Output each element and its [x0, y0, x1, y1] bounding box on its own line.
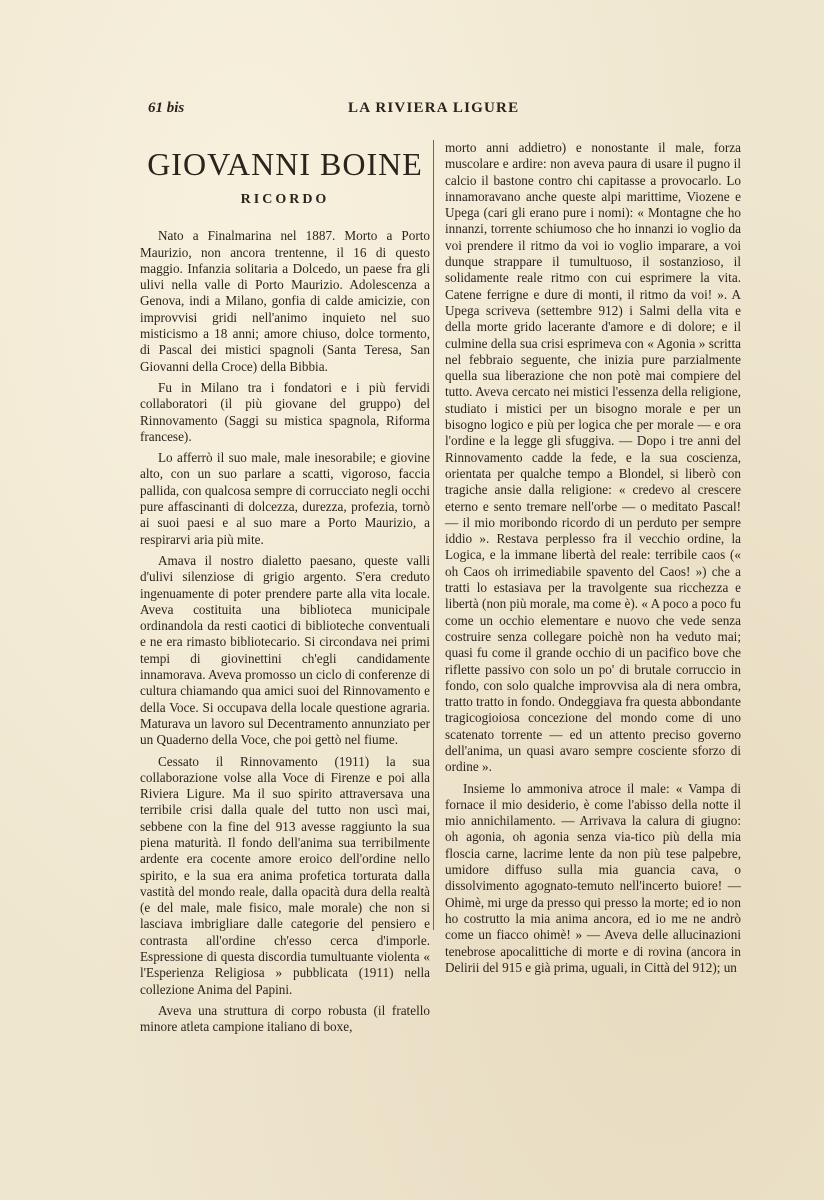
- paragraph: Cessato il Rinnovamento (1911) la sua collaborazione volse alla Voce di Firenze e poi alla Riviera Ligure. Ma il suo spirito attraversava una terribile crisi dalla quale del tutto non uscì mai, sebbene con la fine del 913 avesse raggiunto la sua piena maturità. Il fondo dell'anima sua terribilmente ardente era cocente amore eroico dell'ordine nello spirito, e la sua era anima profetica torturata dalla vastità del mondo reale, dalla opacità dura della realtà (e del male, male fisico, male morale) che non si lasciava imbrigliare dalle categorie del pensiero e contrasta all'ordine ch'esso cerca d'imporle. Espressione di questa discordia tumultuante violenta « l'Esperienza Religiosa » pubblicata (1911) nella collezione Anima del Papini.: [140, 753, 430, 997]
- right-column: [445, 140, 741, 981]
- article-title: GIOVANNI BOINE: [147, 146, 423, 182]
- running-head: [148, 100, 728, 122]
- paragraph: Aveva una struttura di corpo robusta (il fratello minore atleta campione italiano di boxe,: [140, 1002, 430, 1035]
- left-column: [140, 140, 430, 1041]
- paragraph: Insieme lo ammoniva atroce il male: « Vampa di fornace il mio desiderio, è come l'abisso della notte il mio annichilamento. — Arrivava la calura di giugno: oh agonia, oh agonia senza via-tico più della mia floscia carne, lacrime lente da non più tese palpebre, umidore diffuso sulla mia guancia cava, o dissolvimento agognato-temuto nell'incerto buiore! — Ohimè, mi urge da presso qui presso la morte; ed io non ho costrutto la mia anima ancora, ed io me ne andrò come un fiacco ohimè! » — Aveva delle allucinazioni tenebrose apocalittiche di morte e di rovina (ancora in Delirii del 915 e già prima, uguali, in Città del 912); un: [445, 780, 741, 975]
- paragraph: Nato a Finalmarina nel 1887. Morto a Porto Maurizio, non ancora trentenne, il 16 di questo maggio. Infanzia solitaria a Dolcedo, un paese fra gli ulivi nella valle di Porto Maurizio. Adolescenza a Genova, indi a Milano, gonfia di calde amicizie, con improvvisi gridi nell'animo inquieto nel suo misticismo a 18 anni; amore chiuso, dolce tormento, di Pascal dei mistici spagnoli (Santa Teresa, San Giovanni della Croce) della Bibbia.: [140, 228, 430, 374]
- page-number: 61 bis: [148, 100, 185, 116]
- paragraph: Fu in Milano tra i fondatori e i più fervidi collaboratori (il più giovane del gruppo) del Rinnovamento (Saggi su mistica spagnola, Riforma francese).: [140, 379, 430, 444]
- paragraph: Amava il nostro dialetto paesano, queste valli d'ulivi silenziose di grigio argento. S'era creduto ingenuamente di poter prendere parte alla vita locale. Aveva costituita una biblioteca municipale ordinandola da resti caotici di biblioteche conventuali e ne era rimasto bibliotecario. Si circondava nei primi tempi di giovinettini ch'egli candidamente innamorava. Aveva promosso un ciclo di conferenze di cultura chiamando qua amici suoi del Rinnovamento e della Voce. Si occupava della locale questione agraria. Maturava un lavoro sul Decentramento annunziato per un Quaderno della Voce, che poi gettò nel fiume.: [140, 552, 430, 748]
- column-divider: [433, 140, 434, 930]
- journal-title: LA RIVIERA LIGURE: [348, 100, 520, 116]
- paragraph: morto anni addietro) e nonostante il male, forza muscolare e ardire: non aveva paura di usare il pugno il calcio il bastone contro chi capitasse a provocarlo. Lo innamoravano anche queste alpi marittime, Viozene e Upega (cari gli erano pure i nomi): « Montagne che ho innanzi, torrente schiumoso che ho innanzi io voglio da voi prendere il ritmo da voi io voglio imparare, a voi dunque strappare il tumultuoso, il sostanzioso, il solidamente reale ritmo con cui esprimere la vita. Catene ferrigne e dure di monti, il ritmo da voi! ». A Upega scriveva (settembre 912) i Salmi della vita e della morte grido lacerante d'amore e di dolore; e il culmine della sua crisi esprimeva con « Agonia » scritta nel febbraio seguente, che inizia pure parzialmente quella sua liberazione che non potè mai compiere del tutto. Aveva cercato nei mistici l'essenza della religione, studiato i mistici per un bisogno morale e per un bisogno logico e più per logica che per morale — e ora l'ordine e la legge gli sfuggiva. — Dopo i tre anni del Rinnovamento cadde la fede, e la sua coscienza, orientata per qualche tempo a Blondel, si liberò con tragiche ansie dalla religione: « credevo al crescere eterno e sento tremare nell'orbe — o meditato Pascal! — il mio moribondo ricordo di un perduto per sempre iddio ». Restava perplesso fra il vecchio ordine, la Logica, e la immane libertà del reale: terribile caos (« oh Caos oh irrimediabile spavento del Caos! ») che a tratti lo estasiava per la travolgente sua ricchezza e libertà (non più morale, ma come è). « A poco a poco fu come un occhio elementare e nuovo che vede senza costruire senza collegare poichè non ha veduto mai; quasi fu come il grande occhio di un pacifico bove che riflette passivo con solo un po' di brutale corruccio in fondo, con solo qualche improvvisa ala di nera ombra, tratto tratto in fondo. Ondeggiava fra questa abbondante tragicogioiosa concezione del mondo come di uno scatenato torrente — ed un attento preciso governo dell'anima, un quasi avaro sempre cosciente sforzo di ordine ».: [445, 140, 741, 775]
- article-subtitle: RICORDO: [240, 192, 330, 207]
- paragraph: Lo afferrò il suo male, male inesorabile; e giovine alto, con un suo parlare a scatti, vigoroso, faccia pallida, con qualcosa sempre di corrucciato negli occhi pure affascinanti di dolcezza, durezza, profezia, tornò ai suoi paesi e al suo mare a Porto Maurizio, a respirarvi aria più mite.: [140, 450, 431, 547]
